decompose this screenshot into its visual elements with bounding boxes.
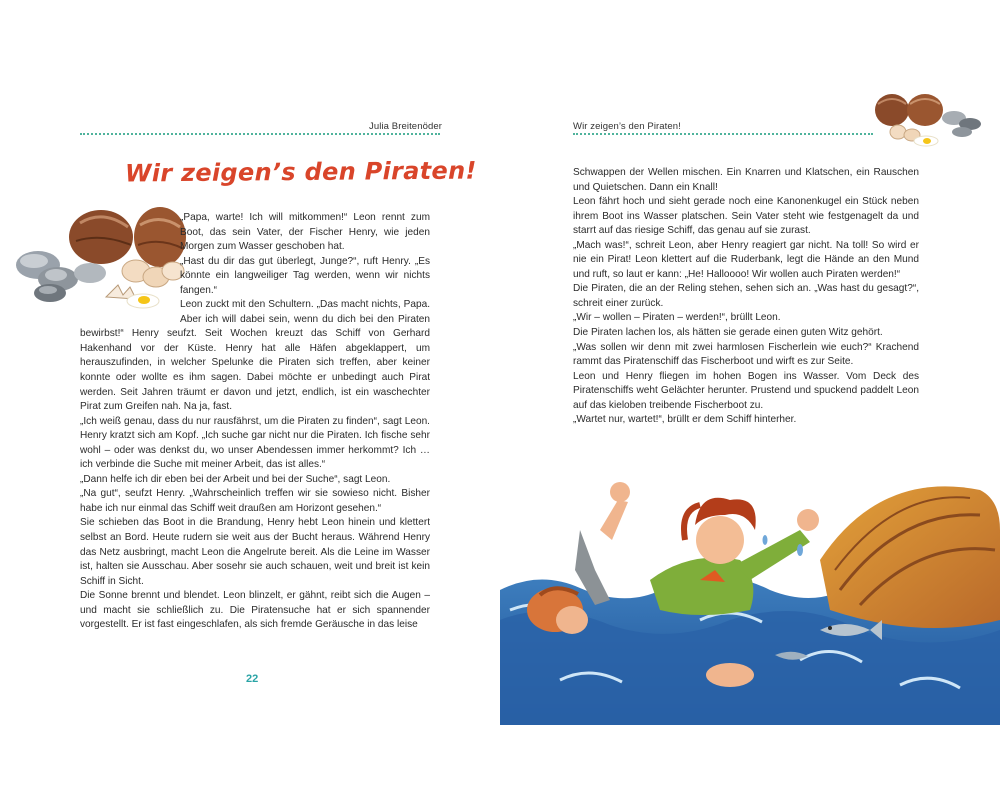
nuts-stones-small-illustration (872, 88, 987, 153)
paragraph: Leon und Henry fliegen im hohen Bogen ins Wasser. Vom Deck des Piratenschiffs weht Gelächter herunter. Prustend und spuckend paddelt Leon auf das kieloben treibende Fischerboot zu. (573, 370, 919, 411)
left-body-text (80, 211, 430, 633)
text-wrap-spacer (80, 211, 180, 313)
running-head-author: Julia Breitenöder (369, 121, 442, 132)
paragraph: „Hast du dir das gut überlegt, Junge?“, ruft Henry. „Es könnte ein langweiliger Tag werden, wenn wir nichts fangen.“ (180, 255, 430, 296)
paragraph: Leon zuckt mit den Schultern. „Das macht nichts, Papa. Aber ich will dabei sein, wenn du dich bei den Piraten bewirbst!“ Henry seufzt. Seit Wochen kreuzt das Schiff von Gerhard Hakenhand vor der Küste. Henry hat alle Häfen abgeklappert, um herauszufinden, in welcher Spelunke die Piraten sich treffen, aber keiner konnte oder wollte es ihm sagen. Dabei möchte er unbedingt auch Pirat werden. Seit Jahren träumt er davon und jetzt, endlich, ist ein waschechter Pirat zum Greifen nah. Na ja, fast. (80, 299, 430, 413)
paragraph: „Papa, warte! Ich will mitkommen!“ Leon rennt zum Boot, das sein Vater, der Fischer Henry, wie jeden Morgen zum Wasser geschoben hat. (180, 212, 430, 253)
paragraph: „Wartet nur, wartet!“, brüllt er dem Schiff hinterher. (573, 414, 797, 426)
paragraph: „Mach was!“, schreit Leon, aber Henry reagiert gar nicht. Na toll! So wird er nie ein Pirat! Leon klettert auf die Ruderbank, legt die Hände an den Mund und ruft, so laut er kann: „He! Halloooo! Wir wollen auch Piraten werden!“ (573, 239, 919, 280)
paragraph: „Ich weiß genau, dass du nur rausfährst, um die Piraten zu finden“, sagt Leon. Henry kratzt sich am Kopf. „Ich suche gar nicht nur die Piraten. Ich fische sehr wohl – oder was denkst du, wo unser Abendessen immer herkommt? Ich … ich verbinde die Suche mit meiner Arbeit, das ist alles.“ (80, 415, 430, 471)
paragraph: Schwappen der Wellen mischen. Ein Knarren und Klatschen, ein Rauschen und Quietschen. Dann ein Knall! (573, 167, 919, 193)
page-number: 22 (246, 673, 259, 685)
paragraph: Die Sonne brennt und blendet. Leon blinzelt, er gähnt, reibt sich die Augen – und macht sie schließlich zu. Die Piratensuche hat er sich spannender vorgestellt. Er ist fast eingeschlafen, als sich fremde Geräusche in das leise (80, 590, 430, 631)
header-rule (573, 133, 873, 135)
paragraph: „Wir – wollen – Piraten – werden!“, brüllt Leon. (573, 312, 781, 324)
paragraph: „Na gut“, seufzt Henry. „Wahrscheinlich treffen wir sie sowieso nicht. Bisher habe ich nur einmal das Schiff weit draußen am Horizont gesehen.“ (80, 488, 430, 514)
sea-illustration (500, 470, 1000, 725)
text-wrap-spacer (80, 313, 172, 327)
header-rule (80, 133, 440, 135)
chapter-title: Wir zeigen’s den Piraten! (124, 156, 477, 188)
paragraph: Leon fährt hoch und sieht gerade noch eine Kanonenkugel ein Stück neben ihrem Boot ins Wasser platschen. Sein Vater steht wie festgenagelt da und starrt auf das riesige Schiff, das genau auf sie zurast. (573, 196, 919, 237)
paragraph: Die Piraten, die an der Reling stehen, sehen sich an. „Was hast du gesagt?“, schreit einer zurück. (573, 283, 919, 309)
right-body-text (573, 166, 919, 428)
running-head-title: Wir zeigen’s den Piraten! (573, 121, 681, 132)
paragraph: Sie schieben das Boot in die Brandung, Henry hebt Leon hinein und klettert selbst an Bord. Heute rudern sie weit aus der Bucht heraus. Während Henry das Netz ausbringt, macht Leon die Angelrute bereit. Als die Leine im Wasser ist, halten sie Ausschau. Aber sosehr sie auch schauen, weit und breit ist kein Schiff in Sicht. (80, 517, 430, 587)
paragraph: Die Piraten lachen los, als hätten sie gerade einen guten Witz gehört. (573, 327, 883, 339)
paragraph: „Dann helfe ich dir eben bei der Arbeit und bei der Suche“, sagt Leon. (80, 473, 391, 485)
paragraph: „Was sollen wir denn mit zwei harmlosen Fischerlein wie euch?“ Krachend rammt das Piratenschiff das Fischerboot und wirft es zur Seite. (573, 341, 919, 368)
